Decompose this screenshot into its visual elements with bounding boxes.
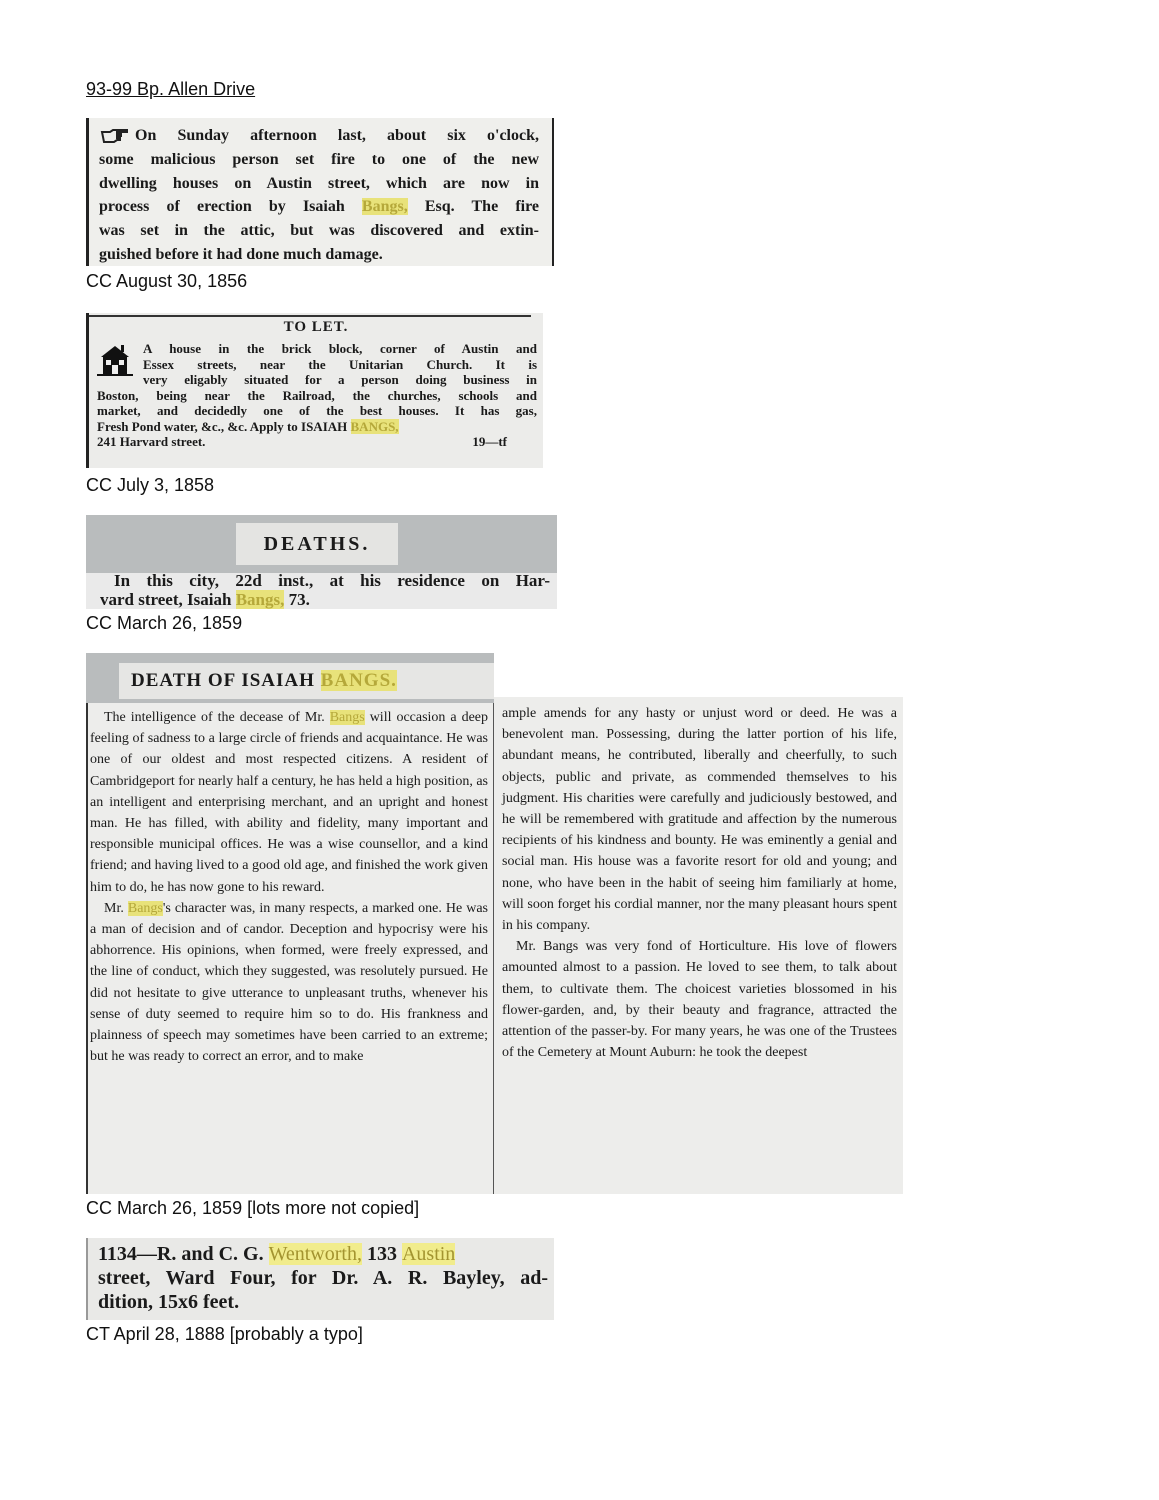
line-2: some malicious person set fire to one of the new	[99, 150, 539, 168]
paragraph-2: Mr. Bangs's character was, in many respects, a marked one. He was a man of decision and of candor. Deception and hypocrisy were his abhorrence. His opinions, when formed, were freely expressed, and the line of conduct, which they suggested, was resolutely pursued. He did not hesitate to give utterance to unpleasant truths, whenever his sense of duty seemed to require him so to do. His frankness and plainness of speech may sometimes have been carried to an extreme; but he was ready to correct an error, and to make	[90, 900, 489, 1065]
divider	[89, 315, 531, 317]
document-title: 93-99 Bp. Allen Drive	[86, 79, 256, 99]
caption-2: CC July 3, 1858	[86, 475, 215, 495]
line-3: dition, 15x6 feet.	[98, 1291, 240, 1313]
deaths-heading: DEATHS.	[236, 523, 398, 565]
line-2b: 73.	[288, 590, 310, 609]
line-5: was set in the attic, but was discovered and extin-	[99, 222, 539, 240]
ad-code: 19—tf	[472, 434, 507, 449]
line-5: market, and decidedly one of the best houses. It has gas,	[97, 403, 537, 418]
caption-5: CT April 28, 1888 [probably a typo]	[86, 1324, 363, 1344]
paragraph-1: The intelligence of the decease of Mr. Bangs will occasion a deep feeling of sadness to a large circle of friends and acquaintance. He was one of our oldest and most respected citizens. A resident of Cambridgeport for nearly half a century, he has held a high position, as an intelligent and enterprising merchant, and an upright and honest man. He has filled, with ability and fidelity, many important and responsible municipal offices. He was a wise counsellor, and a kind friend; and having lived to a good old age, and finished the work given him to do, he has now gone to his reward.	[90, 710, 489, 895]
line-1: In this city, 22d inst., at his residence on Har-	[114, 571, 550, 590]
line-2: street, Ward Four, for Dr. A. R. Bayley, ad-	[98, 1267, 548, 1289]
pointing-hand-icon	[99, 129, 135, 143]
clipping-text	[99, 124, 539, 266]
highlight-bangs: Bangs,	[361, 198, 408, 216]
clipping-fire-notice	[86, 118, 554, 266]
line-1: A house in the brick block, corner of Austin and	[143, 341, 537, 356]
clipping-building-permit: 1134—R. and C. G. Wentworth, 133 Austin street, Ward Four, for Dr. A. R. Bayley, ad- dition, 15x6 feet.	[86, 1238, 554, 1320]
obituary-heading: DEATH OF ISAIAH BANGS.	[119, 663, 494, 699]
line-3: very eligably situated for a person doing business in	[143, 372, 537, 387]
highlight-bangs: BANGS.	[320, 670, 397, 691]
obituary-right-column	[494, 697, 903, 1194]
paragraph-3: ample amends for any hasty or unjust word or deed. He was a benevolent man. Possessing, during the latter portion of his life, abundant means, he contributed, liberally and cheerfully, to such objects, public and private, as commended themselves to his judgment. His charities were carefully and judiciously bestowed, and he will be remembered with gratitude and affection by the numerous recipients of his kindness and bounty. He was eminently a genial and social man. His house was a favorite resort for old and young; and none, who have been in the habit of seeing him familiarly at home, will soon forget his cordial manner, nor the many pleasant hours spent in his company.	[502, 706, 897, 934]
permit-number: 1134—R. and C. G.	[98, 1243, 264, 1265]
clipping-deaths	[86, 515, 557, 609]
line-4b: Esq. The fire	[424, 198, 540, 216]
ad-heading: TO LET.	[283, 319, 349, 335]
caption-3: CC March 26, 1859	[86, 613, 243, 633]
ad-text	[97, 341, 537, 450]
clipping-to-let-ad	[86, 313, 543, 468]
obituary-heading-band	[86, 653, 494, 703]
deaths-text	[100, 571, 550, 609]
highlight-austin: Austin	[401, 1243, 456, 1265]
line-7: 241 Harvard street.	[97, 434, 206, 449]
paragraph-4: Mr. Bangs was very fond of Horticulture. His love of flowers amounted almost to a passion. He loved to see them, to talk about them, to cultivate them. The choicest varieties blossomed in his flower-garden, and, by their beauty and fragrance, attracted the attention of the passer-by. For many years, he was one of the Trustees of the Cemetery at Mount Auburn: he took the deepest	[502, 939, 897, 1061]
line-2: vard street, Isaiah	[100, 590, 232, 609]
highlight-bangs: Bangs	[329, 710, 365, 725]
highlight-bangs: Bangs	[127, 900, 163, 916]
highlight-wentworth: Wentworth,	[268, 1243, 362, 1265]
line-4: Boston, being near the Railroad, the churches, schools and	[97, 387, 537, 403]
caption-1: CC August 30, 1856	[86, 271, 248, 291]
line-6: Fresh Pond water, &c., &c. Apply to ISAIAH	[97, 418, 348, 434]
line-3: dwelling houses on Austin street, which are now in	[99, 174, 539, 192]
line-2: Essex streets, near the Unitarian Church. It is	[143, 356, 537, 372]
highlight-bangs: Bangs,	[235, 590, 285, 609]
highlight-bangs: BANGS,	[350, 418, 399, 434]
caption-4: CC March 26, 1859 [lots more not copied]	[86, 1198, 420, 1218]
line-6: guished before it had done much damage.	[99, 245, 383, 263]
line-1: On Sunday afternoon last, about six o'clock,	[135, 127, 539, 144]
obituary-left-column	[86, 703, 496, 1194]
line-4a: process of erection by Isaiah	[99, 198, 345, 216]
